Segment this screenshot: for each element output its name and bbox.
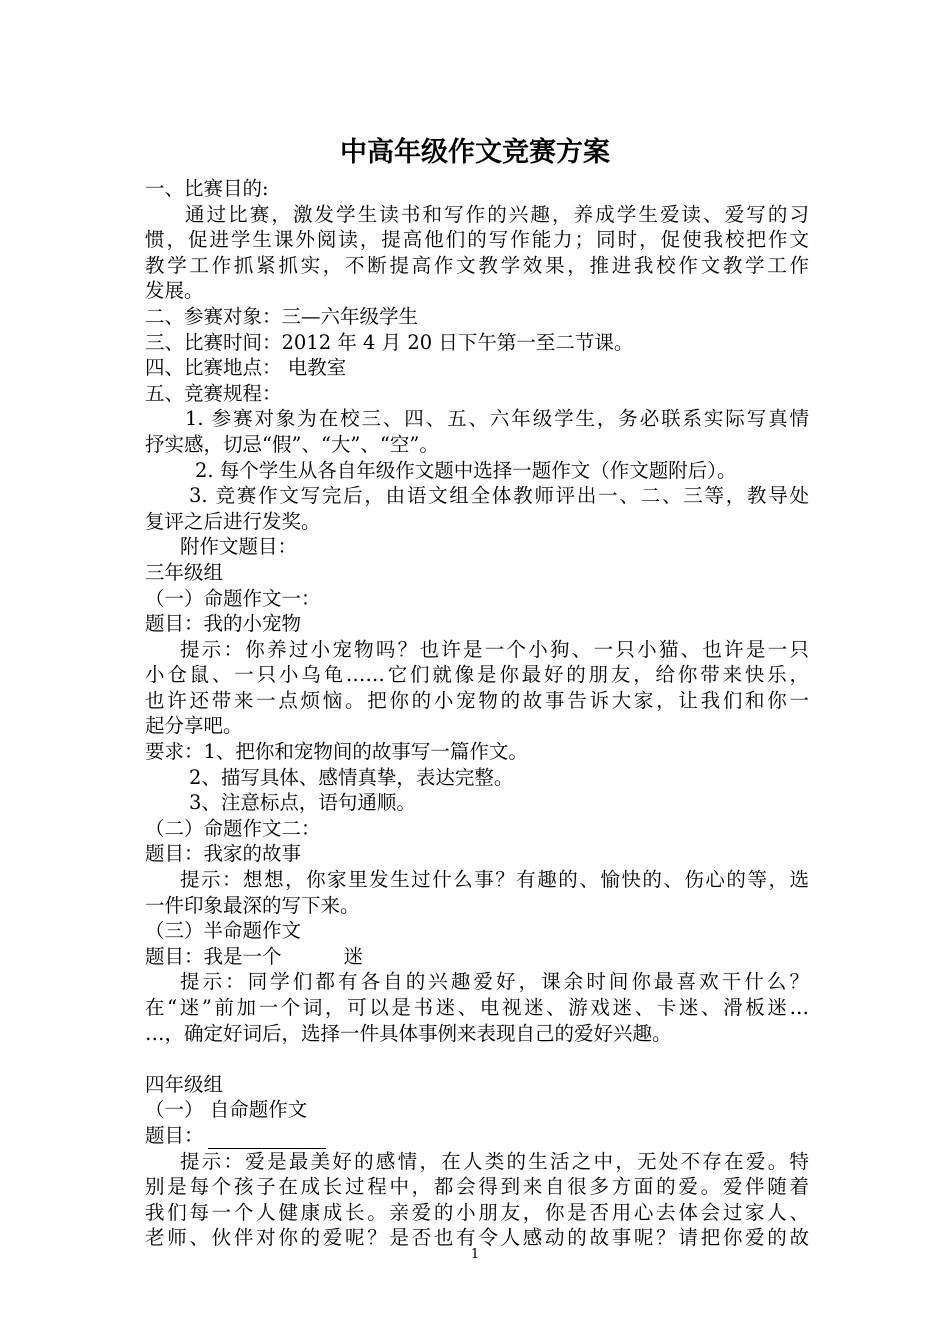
purpose-line: 通过比赛，激发学生读书和写作的兴趣，养成学生爱读、爱写的习 xyxy=(185,202,809,226)
participants-line: 二、参赛对象：三—六年级学生 xyxy=(145,304,419,328)
purpose-line: 发展。 xyxy=(145,279,204,303)
grade-4-topic-1-hint: 别是每个孩子在成长过程中，都会得到来自很多方面的爱。爱伴随着 xyxy=(145,1175,809,1199)
title-blank-underline xyxy=(208,1130,326,1149)
grade-3-topic-3-heading: （三）半命题作文 xyxy=(145,919,302,943)
grade-3-topic-2-title: 题目：我家的故事 xyxy=(145,842,302,866)
grade-3-topic-3-hint: 在“迷”前加一个词，可以是书迷、电视迷、游戏迷、卡迷、滑板迷… xyxy=(145,996,809,1019)
grade-4-heading: 四年级组 xyxy=(145,1072,224,1096)
grade-3-topic-2-hint: 提示：想想，你家里发生过什么事？有趣的、愉快的、伤心的等，选 xyxy=(180,868,809,892)
rule-1-line: 1. 参赛对象为在校三、四、五、六年级学生，务必联系实际写真情 xyxy=(185,407,809,431)
grade-3-topic-3-title xyxy=(145,944,809,970)
rule-1-line: 抒实感，切忌“假”、“大”、“空”。 xyxy=(145,432,439,456)
grade-4-topic-1-hint: 提示：爱是最美好的感情，在人类的生活之中，无处不存在爱。特 xyxy=(180,1149,809,1173)
grade-4-topic-1-heading: （一） 自命题作文 xyxy=(145,1098,308,1122)
time-line: 三、比赛时间：2012 年 4 月 20 日下午第一至二节课。 xyxy=(145,330,634,354)
page-number: 1 xyxy=(470,1247,480,1262)
grade-3-topic-3-hint: …，确定好词后，选择一件具体事例来表现自己的爱好兴趣。 xyxy=(145,1021,672,1045)
blank-line xyxy=(145,1046,809,1072)
appendix-heading: 附作文题目： xyxy=(180,535,298,559)
grade-4-topic-1-hint: 老师、伙伴对你的爱呢？是否也有令人感动的故事呢？请把你爱的故 xyxy=(145,1226,809,1250)
rule-2-line: 2. 每个学生从各自年级作文题中选择一题作文（作文题附后）。 xyxy=(195,458,737,482)
purpose-line: 教学工作抓紧抓实，不断提高作文教学效果，推进我校作文教学工作 xyxy=(145,253,809,277)
page-title: 中高年级作文竞赛方案 xyxy=(340,137,610,168)
grade-4-topic-1-title xyxy=(145,1123,809,1149)
grade-3-topic-1-title: 题目：我的小宠物 xyxy=(145,612,302,636)
rule-3-line: 复评之后进行发奖。 xyxy=(145,509,321,533)
grade-3-topic-1-hint: 起分享吧。 xyxy=(145,714,243,738)
rules-heading: 五、竞赛规程： xyxy=(145,381,282,405)
grade-3-topic-1-hint: 也许还带来一点烦恼。把你的小宠物的故事告诉大家，让我们和你一 xyxy=(145,688,809,712)
grade-4-topic-1-hint: 我们每一个人健康成长。亲爱的小朋友，你是否用心去体会过家人、 xyxy=(145,1200,809,1224)
topic-3-title-suffix: 迷 xyxy=(343,944,364,968)
grade-3-topic-1-heading: （一）命题作文一： xyxy=(145,586,321,610)
purpose-heading: 一、比赛目的: xyxy=(145,177,269,200)
grade-3-requirement-1: 要求：1、把你和宠物间的故事写一篇作文。 xyxy=(145,740,528,764)
grade-3-requirement-2: 2、描写具体、感情真挚，表达完整。 xyxy=(189,765,514,789)
grade-3-heading: 三年级组 xyxy=(145,560,224,584)
rule-3-line: 3. 竞赛作文写完后，由语文组全体教师评出一、二、三等，教导处 xyxy=(189,484,809,508)
document-body xyxy=(145,176,809,1251)
grade-3-topic-3-hint: 提示：同学们都有各自的兴趣爱好，课余时间你最喜欢干什么？ xyxy=(180,970,809,994)
purpose-line: 惯，促进学生课外阅读，提高他们的写作能力；同时，促使我校把作文 xyxy=(145,228,809,252)
topic-3-title-prefix: 题目：我是一个 xyxy=(145,944,282,968)
grade-3-topic-2-hint: 一件印象最深的写下来。 xyxy=(145,893,360,917)
grade-3-requirement-3: 3、注意标点，语句通顺。 xyxy=(189,791,416,815)
place-line: 四、比赛地点： 电教室 xyxy=(145,356,347,380)
grade-4-title-label: 题目： xyxy=(145,1123,204,1147)
grade-3-topic-1-hint: 提示：你养过小宠物吗？也许是一个小狗、一只小猫、也许是一只 xyxy=(180,637,809,661)
grade-3-topic-2-heading: （二）命题作文二： xyxy=(145,816,321,840)
grade-3-topic-1-hint: 小仓鼠、一只小乌龟……它们就像是你最好的朋友，给你带来快乐， xyxy=(145,663,809,687)
